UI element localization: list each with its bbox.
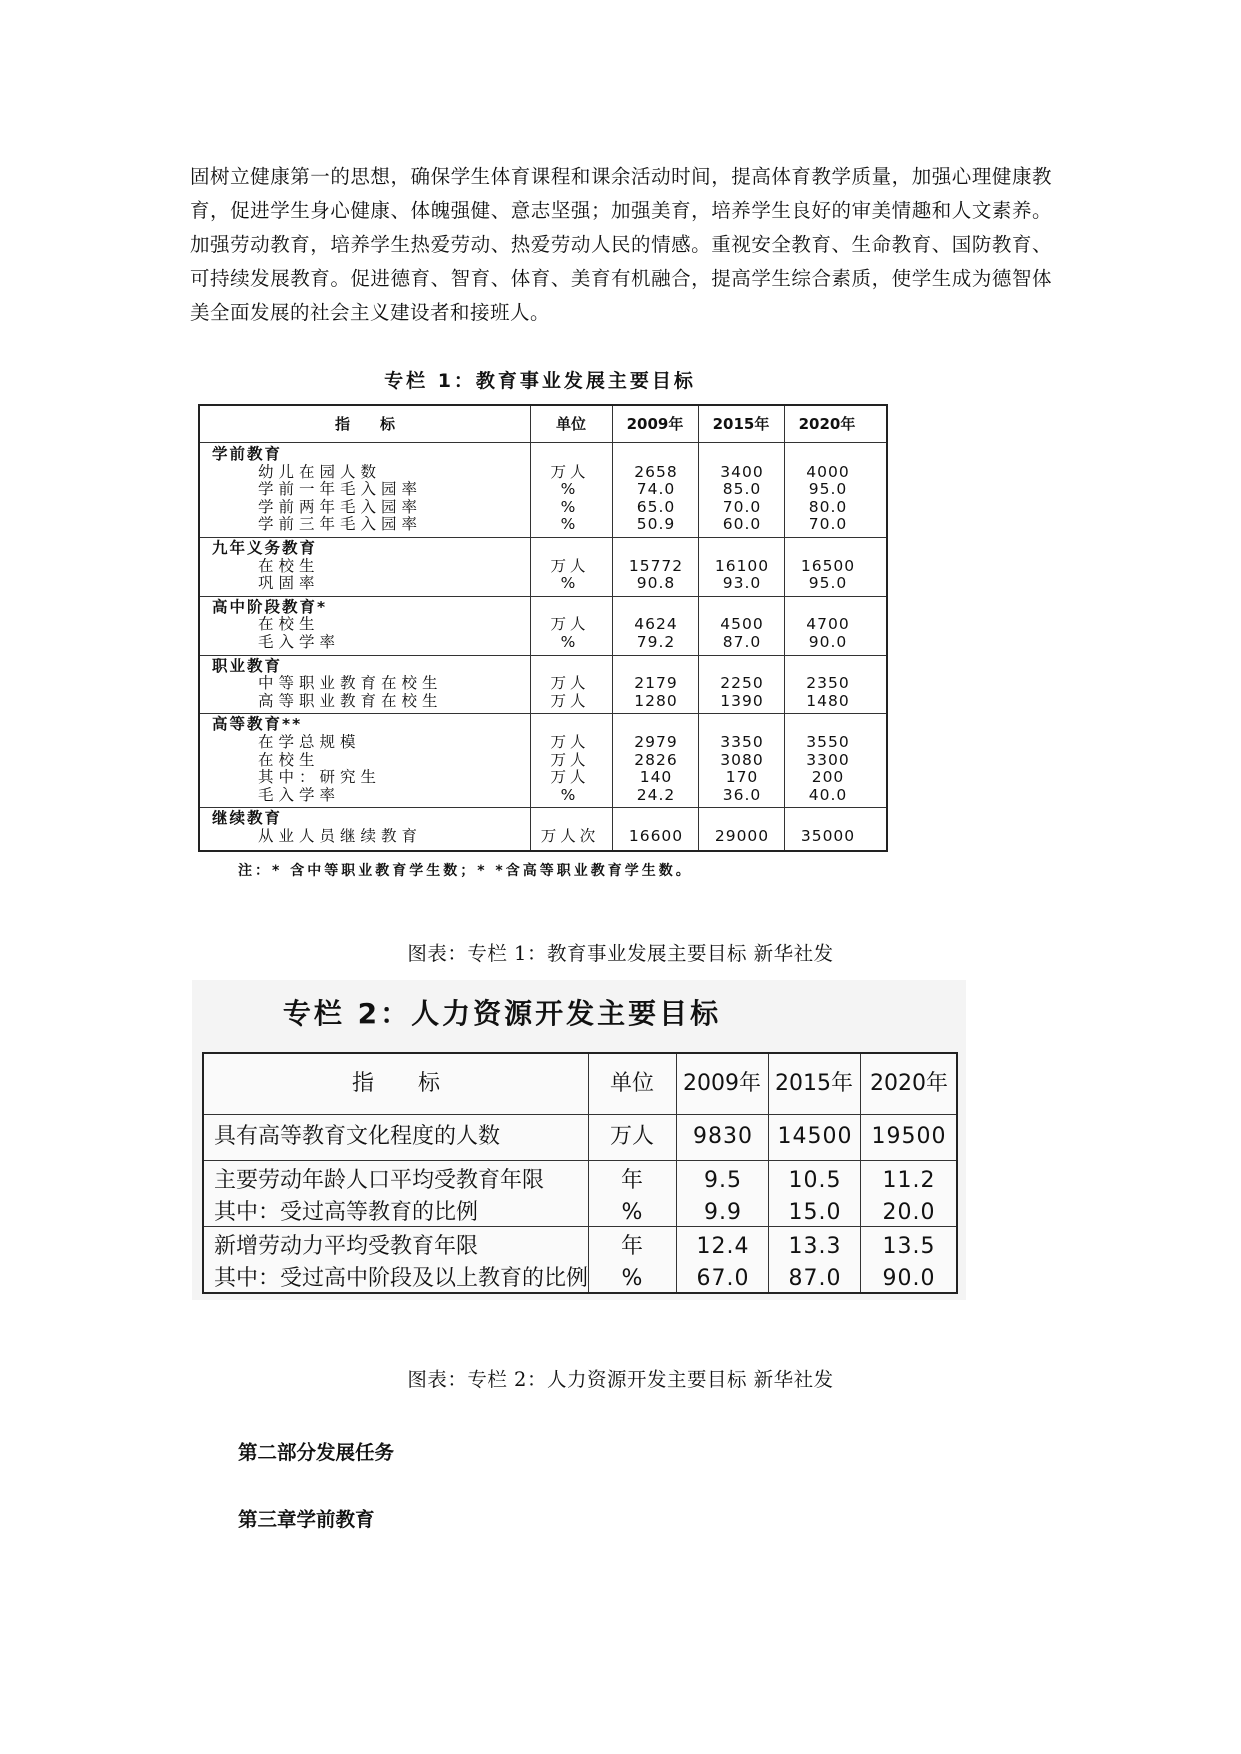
table1-indicator: 毛入学率 (258, 633, 341, 651)
table1-group-name: 高中阶段教育* (212, 597, 328, 616)
table1-row (200, 574, 886, 592)
table1-value-2015: 85.0 (722, 480, 762, 499)
table1-value-2015: 60.0 (722, 515, 762, 534)
table1-row (200, 480, 886, 498)
table1-group-row (200, 445, 886, 463)
table1-indicator: 学前两年毛入园率 (258, 497, 423, 516)
table1-row (200, 633, 886, 651)
table1-value-2015: 3350 (720, 733, 764, 751)
table1-value-2009: 79.2 (636, 633, 676, 651)
table1-group-row (200, 598, 886, 616)
table1-row (200, 692, 886, 710)
table1-value-2020: 200 (811, 768, 845, 787)
table1 (198, 404, 888, 852)
table2 (202, 1052, 958, 1294)
table1-value-2020: 16500 (800, 556, 856, 575)
table2-value-2009: 9.9 (704, 1200, 742, 1225)
table2-value-2015: 14500 (777, 1124, 853, 1149)
table1-indicator: 其中：研究生 (258, 768, 382, 787)
table2-value-2020: 13.5 (882, 1234, 936, 1259)
table1-unit: % (560, 785, 580, 804)
table1-value-2020: 80.0 (808, 497, 848, 516)
table2-value-2009: 67.0 (696, 1266, 750, 1291)
table1-indicator: 在校生 (258, 556, 320, 575)
table1-unit: % (560, 515, 580, 534)
table1-unit: % (560, 480, 580, 499)
table2-header-2009: 2009年 (683, 1071, 761, 1096)
table1-header-2009: 2009年 (626, 415, 684, 433)
table2-indicator: 具有高等教育文化程度的人数 (214, 1124, 501, 1149)
intro-paragraph: 固树立健康第一的思想，确保学生体育课程和课余活动时间，提高体育教学质量，加强心理健康教育，促进学生身心健康、体魄强健、意志坚强；加强美育，培养学生良好的审美情趣和人文素养。加强劳动教育，培养学生热爱劳动、热爱劳动人民的情感。重视安全教育、生命教育、国防教育、可持续发展教育。促进德育、智育、体育、美育有机融合，提高学生综合素质，使学生成为德智体美全面发展的社会主义建设者和接班人。 (190, 165, 1052, 324)
table1-header-indicator: 指 标 (334, 415, 395, 433)
table2-row (204, 1120, 956, 1154)
table2-value-2020: 20.0 (882, 1200, 936, 1225)
table1-row (200, 674, 886, 692)
table1-group-name: 九年义务教育 (212, 539, 318, 557)
table1-row (200, 768, 886, 786)
table1-value-2015: 1390 (720, 691, 764, 710)
table1-unit: 万人 (550, 733, 590, 751)
table1-row (200, 751, 886, 769)
table1-value-2015: 70.0 (722, 497, 762, 516)
table2-header-2020: 2020年 (870, 1071, 948, 1096)
table1-value-2015: 170 (725, 768, 759, 787)
table2-row (204, 1196, 956, 1230)
table1-row (200, 615, 886, 633)
table1-header-2020: 2020年 (798, 415, 856, 433)
table1-unit: % (560, 574, 580, 593)
table1-value-2015: 16100 (714, 556, 770, 575)
table1-value-2020: 1480 (806, 691, 850, 710)
table1-unit: 万人次 (540, 827, 600, 845)
table2-value-2020: 90.0 (882, 1266, 936, 1291)
table2-row (204, 1230, 956, 1264)
table2-value-2009: 12.4 (696, 1234, 750, 1259)
table1-row (200, 786, 886, 804)
table2-value-2015: 10.5 (788, 1168, 842, 1193)
table1-value-2015: 87.0 (722, 633, 762, 651)
table2-unit: % (621, 1266, 643, 1291)
table1-unit: % (560, 633, 580, 651)
table1-value-2020: 95.0 (808, 480, 848, 499)
table1-group-row (200, 809, 886, 827)
table1-unit: 万人 (550, 750, 590, 769)
table1-indicator: 从业人员继续教育 (258, 827, 423, 845)
heading-part-two: 第二部分发展任务 (238, 1441, 395, 1464)
table1-group-name: 学前教育 (212, 445, 283, 463)
table2-value-2015: 13.3 (788, 1234, 842, 1259)
table1-value-2020: 4700 (806, 615, 850, 634)
table1-indicator: 中等职业教育在校生 (258, 674, 443, 693)
table1-row (200, 463, 886, 481)
table1-unit: 万人 (550, 768, 590, 787)
table1-value-2015: 3080 (720, 750, 764, 769)
table1-group-row (200, 657, 886, 675)
table1-value-2009: 4624 (634, 615, 678, 634)
table1-note: 注：* 含中等职业教育学生数；* *含高等职业教育学生数。 (238, 863, 693, 879)
table1-title: 专栏 1：教育事业发展主要目标 (384, 370, 696, 392)
table1-indicator: 在校生 (258, 750, 320, 769)
table1-group-name: 继续教育 (212, 809, 283, 828)
table1-value-2020: 35000 (800, 827, 856, 845)
heading-chapter-three: 第三章学前教育 (238, 1508, 375, 1531)
table1-value-2009: 2179 (634, 674, 678, 693)
table1-unit: % (560, 497, 580, 516)
table2-image (192, 980, 966, 1300)
table1-value-2020: 3550 (806, 733, 850, 751)
table1-value-2009: 74.0 (636, 480, 676, 499)
table1-indicator: 学前三年毛入园率 (258, 515, 423, 534)
table2-header-unit: 单位 (609, 1071, 654, 1096)
table1-value-2009: 50.9 (636, 515, 676, 534)
table2-unit: 年 (620, 1234, 643, 1259)
table1-row (200, 557, 886, 575)
table1-unit: 万人 (550, 556, 590, 575)
table1-value-2020: 95.0 (808, 574, 848, 593)
table1-row (200, 498, 886, 516)
table1-value-2009: 2979 (634, 733, 678, 751)
table1-indicator: 毛入学率 (258, 785, 341, 804)
table1-indicator: 学前一年毛入园率 (258, 480, 423, 499)
table1-value-2020: 4000 (806, 462, 850, 481)
table1-value-2009: 16600 (628, 827, 684, 845)
caption-2: 图表：专栏 2：人力资源开发主要目标 新华社发 (407, 1368, 834, 1391)
table1-indicator: 巩固率 (258, 574, 320, 593)
table2-unit: 万人 (609, 1124, 654, 1149)
table2-header-2015: 2015年 (775, 1071, 853, 1096)
table1-value-2009: 140 (639, 768, 673, 787)
table1-value-2020: 90.0 (808, 633, 848, 651)
table2-indicator: 主要劳动年龄人口平均受教育年限 (214, 1168, 545, 1193)
table2-value-2020: 19500 (871, 1124, 947, 1149)
table2-indicator: 新增劳动力平均受教育年限 (214, 1234, 479, 1259)
table1-unit: 万人 (550, 615, 590, 634)
table2-title: 专栏 2：人力资源开发主要目标 (282, 997, 722, 1030)
table2-value-2009: 9830 (693, 1124, 753, 1149)
table1-value-2009: 24.2 (636, 785, 676, 804)
table1-group-name: 职业教育 (212, 656, 283, 675)
table2-header-indicator: 指 标 (351, 1071, 440, 1096)
table1-value-2009: 2658 (634, 462, 678, 481)
table1-value-2009: 65.0 (636, 497, 676, 516)
table1-indicator: 在学总规模 (258, 733, 361, 751)
table1-value-2009: 15772 (628, 556, 684, 575)
table2-row (204, 1164, 956, 1198)
table1-value-2009: 2826 (634, 750, 678, 769)
table1-group-name: 高等教育** (212, 715, 303, 734)
table1-value-2009: 90.8 (636, 574, 676, 593)
table2-value-2020: 11.2 (882, 1168, 936, 1193)
table2-unit: 年 (620, 1168, 643, 1193)
table1-value-2015: 93.0 (722, 574, 762, 593)
table2-indicator: 其中：受过高中阶段及以上教育的比例 (214, 1266, 589, 1291)
table1-value-2015: 3400 (720, 462, 764, 481)
table2-row (204, 1262, 956, 1296)
table2-value-2009: 9.5 (704, 1168, 742, 1193)
table1-unit: 万人 (550, 462, 590, 481)
table1-value-2020: 2350 (806, 674, 850, 693)
table2-unit: % (621, 1200, 643, 1225)
table1-indicator: 高等职业教育在校生 (258, 691, 443, 710)
table1-row (200, 515, 886, 533)
table1-header-2015: 2015年 (712, 415, 770, 433)
caption-1: 图表：专栏 1：教育事业发展主要目标 新华社发 (407, 942, 834, 965)
table2-indicator: 其中：受过高等教育的比例 (214, 1200, 479, 1225)
table1-value-2015: 36.0 (722, 785, 762, 804)
table1-header-unit: 单位 (555, 415, 586, 433)
table1-row (200, 733, 886, 751)
table1-unit: 万人 (550, 674, 590, 693)
table1-value-2015: 29000 (714, 827, 770, 845)
table1-value-2009: 1280 (634, 691, 678, 710)
table1-unit: 万人 (550, 691, 590, 710)
table1-group-row (200, 539, 886, 557)
table1-value-2015: 4500 (720, 615, 764, 634)
table1-indicator: 幼儿在园人数 (258, 462, 382, 481)
table2-value-2015: 15.0 (788, 1200, 842, 1225)
table2-value-2015: 87.0 (788, 1266, 842, 1291)
table1-group-row (200, 715, 886, 733)
table1-value-2020: 40.0 (808, 785, 848, 804)
table1-value-2015: 2250 (720, 674, 764, 693)
table1-value-2020: 70.0 (808, 515, 848, 534)
table1-value-2020: 3300 (806, 750, 850, 769)
table1-indicator: 在校生 (258, 615, 320, 634)
table1-row (200, 827, 886, 845)
